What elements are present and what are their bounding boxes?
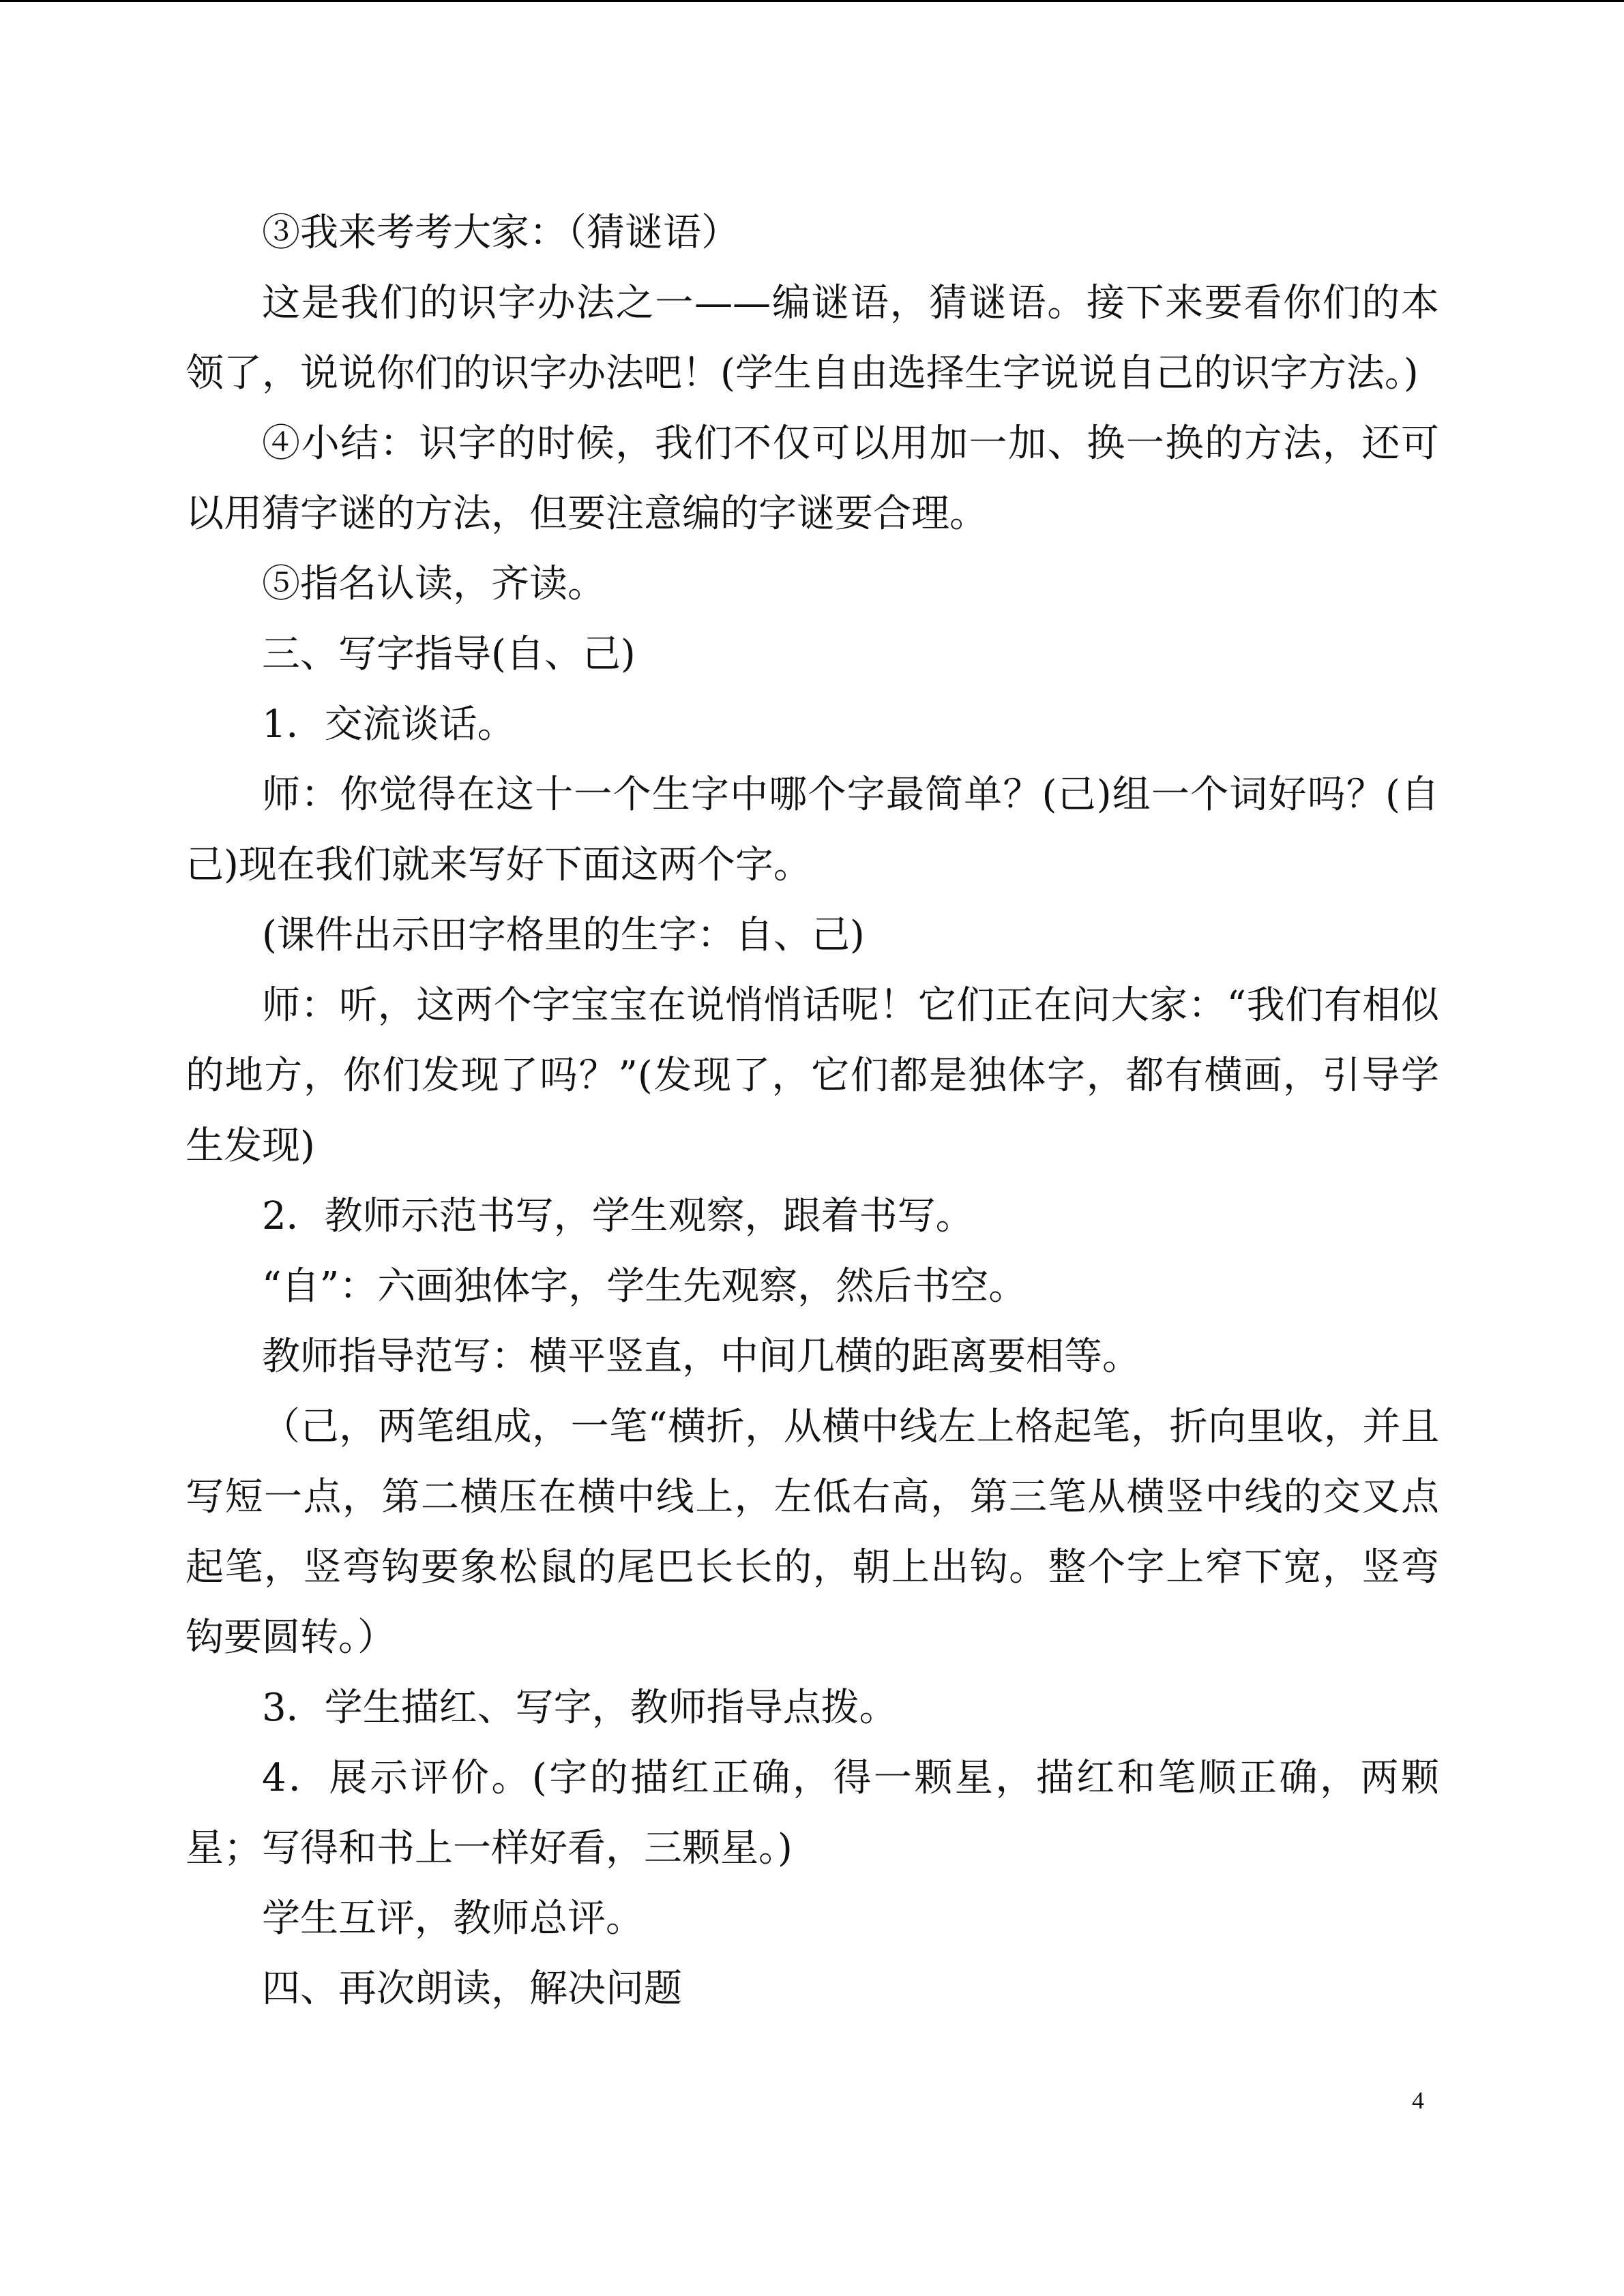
paragraph-teacher-demo: 教师指导范写：横平竖直，中间几横的距离要相等。	[262, 1335, 1140, 1379]
document-body	[186, 198, 1439, 2024]
paragraph-teacher-question: 师：你觉得在这十一个生字中哪个字最简单？(己)组一个词好吗？(自己)现在我们就来写好下面这两个字。	[186, 773, 1439, 887]
step-1-heading: 1．交流谈话。	[262, 702, 516, 747]
paragraph-riddle-heading: ③我来考考大家：（猜谜语）	[262, 211, 739, 255]
step-4-evaluation: 4．展示评价。(字的描红正确，得一颗星，描红和笔顺正确，两颗星；写得和书上一样好看，三颗星。)	[186, 1756, 1439, 1870]
paragraph-courseware-note: (课件出示田字格里的生字：自、己)	[262, 913, 865, 957]
paragraph-teacher-listen: 师：听，这两个字宝宝在说悄悄话呢！它们正在问大家：“我们有相似的地方，你们发现了吗？”(发现了，它们都是独体字，都有横画，引导学生发现)	[186, 983, 1439, 1168]
paragraph-literacy-method: 这是我们的识字办法之一——编谜语，猜谜语。接下来要看你们的本领了，说说你们的识字办法吧！(学生自由选择生字说说自己的识字方法。)	[186, 281, 1439, 396]
step-3-heading: 3．学生描红、写字，教师指导点拨。	[262, 1686, 898, 1730]
paragraph-ji-character: （己，两笔组成，一笔“横折，从横中线左上格起笔，折向里收，并且写短一点，第二横压在横中线上，左低右高，第三笔从横竖中线的交叉点起笔，竖弯钩要象松鼠的尾巴长长的，朝上出钩。整个字上窄下宽，竖弯钩要圆转。）	[186, 1405, 1439, 1660]
step-2-heading: 2．教师示范书写，学生观察，跟着书写。	[262, 1194, 974, 1238]
top-border-line	[0, 0, 1624, 2]
section-heading-writing-guidance: 三、写字指导(自、己)	[262, 632, 636, 676]
paragraph-peer-review: 学生互评，教师总评。	[262, 1896, 644, 1941]
page-number: 4	[1412, 2087, 1424, 2114]
paragraph-zi-character: “自”：六画独体字，学生先观察，然后书空。	[262, 1264, 1027, 1309]
paragraph-read-aloud: ⑤指名认读，齐读。	[262, 562, 606, 606]
paragraph-summary: ④小结：识字的时候，我们不仅可以用加一加、换一换的方法，还可以用猜字谜的方法，但要注意编的字谜要合理。	[186, 421, 1439, 536]
section-heading-reread: 四、再次朗读，解决问题	[262, 1967, 682, 2011]
